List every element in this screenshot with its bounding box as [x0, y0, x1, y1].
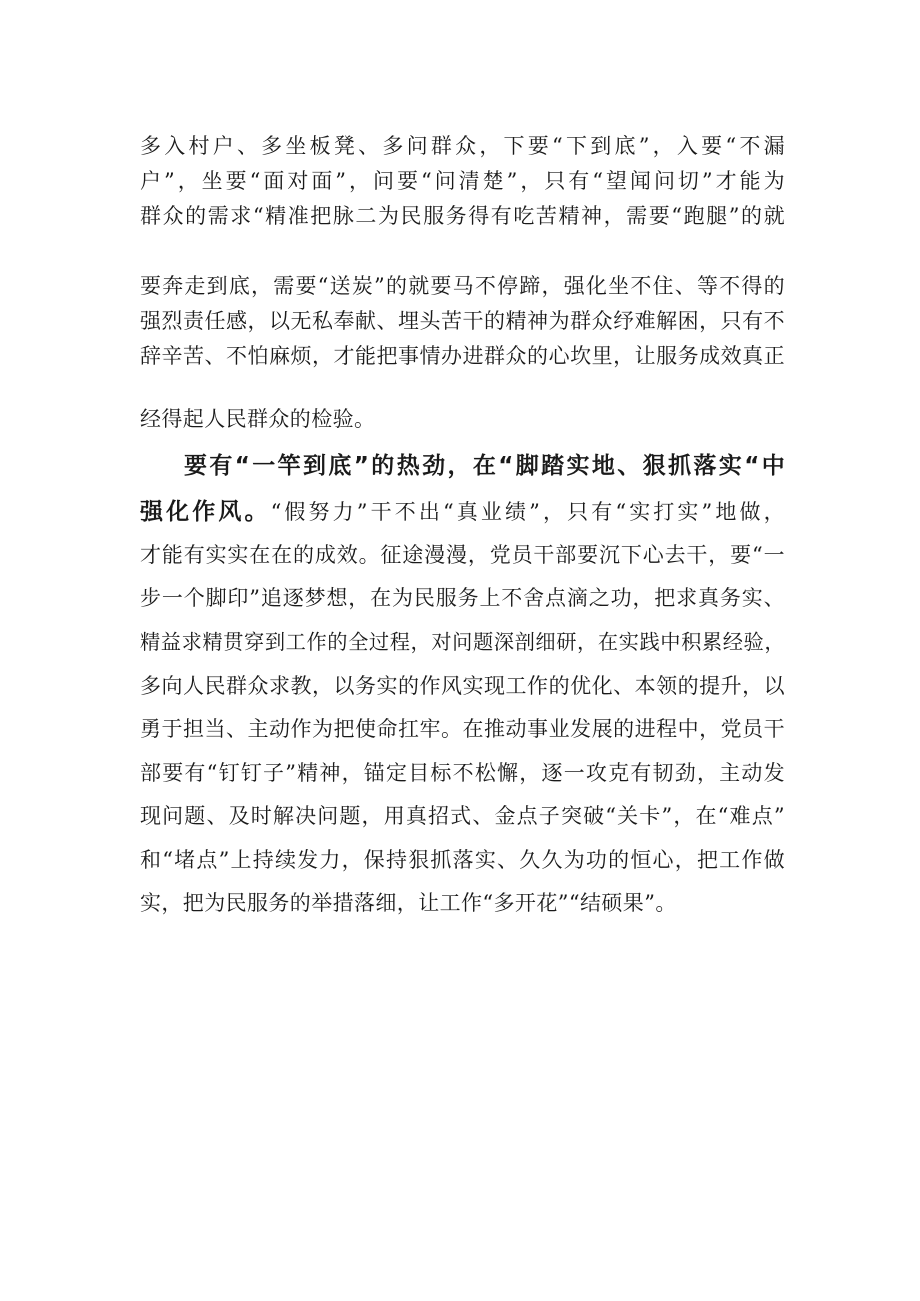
paragraph-line: 和“堵点”上持续发力，保持狠抓落实、久久为功的恒心，把工作做 [140, 848, 785, 872]
paragraph-line: 才能有实实在在的成效。征途漫漫，党员干部要沉下心去干，要“一 [140, 543, 785, 567]
paragraph-line: 多入村户、多坐板凳、多问群众，下要“下到底”，入要“不漏 [140, 134, 785, 158]
paragraph-line: 精益求精贯穿到工作的全过程，对问题深剖细研，在实践中积累经验， [140, 630, 785, 654]
paragraph-line: 要奔走到底，需要“送炭”的就要马不停蹄，强化坐不住、等不得的 [140, 274, 785, 298]
paragraph-line: 辞辛苦、不怕麻烦，才能把事情办进群众的心坎里，让服务成效真正 [140, 344, 785, 368]
paragraph-heading-end: 强化作风。 [140, 499, 271, 525]
paragraph-line: 实，把为民服务的举措落细，让工作“多开花”“结硕果”。 [140, 891, 677, 915]
paragraph-line: 部要有“钉钉子”精神，锚定目标不松懈，逐一攻克有韧劲，主动发 [140, 761, 785, 785]
paragraph-line: 群众的需求“精准把脉二为民服务得有吃苦精神，需要“跑腿”的就 [140, 204, 785, 228]
paragraph-line-rest: “假努力”干不出“真业绩”，只有“实打实”地做， [270, 500, 785, 524]
paragraph-line: 多向人民群众求教，以务实的作风实现工作的优化、本领的提升，以 [140, 674, 785, 698]
paragraph-line: 户”，坐要“面对面”，问要“问清楚”，只有“望闻问切”才能为 [140, 169, 785, 193]
paragraph-line: 步一个脚印”追逐梦想，在为民服务上不舍点滴之功，把求真务实、 [140, 586, 785, 610]
paragraph-heading: 要有“一竿到底”的热劲，在“脚踏实地、狠抓落实“中 [184, 453, 785, 479]
paragraph-line: 强烈责任感，以无私奉献、埋头苦干的精神为群众纾难解困，只有不 [140, 309, 785, 333]
paragraph-line: 经得起人民群众的检验。 [140, 407, 376, 431]
paragraph-line [140, 497, 785, 527]
paragraph-line: 勇于担当、主动作为把使命扛牢。在推动事业发展的进程中，党员干 [140, 717, 785, 741]
paragraph-line: 现问题、及时解决问题，用真招式、金点子突破“关卡”，在“难点” [140, 804, 785, 828]
